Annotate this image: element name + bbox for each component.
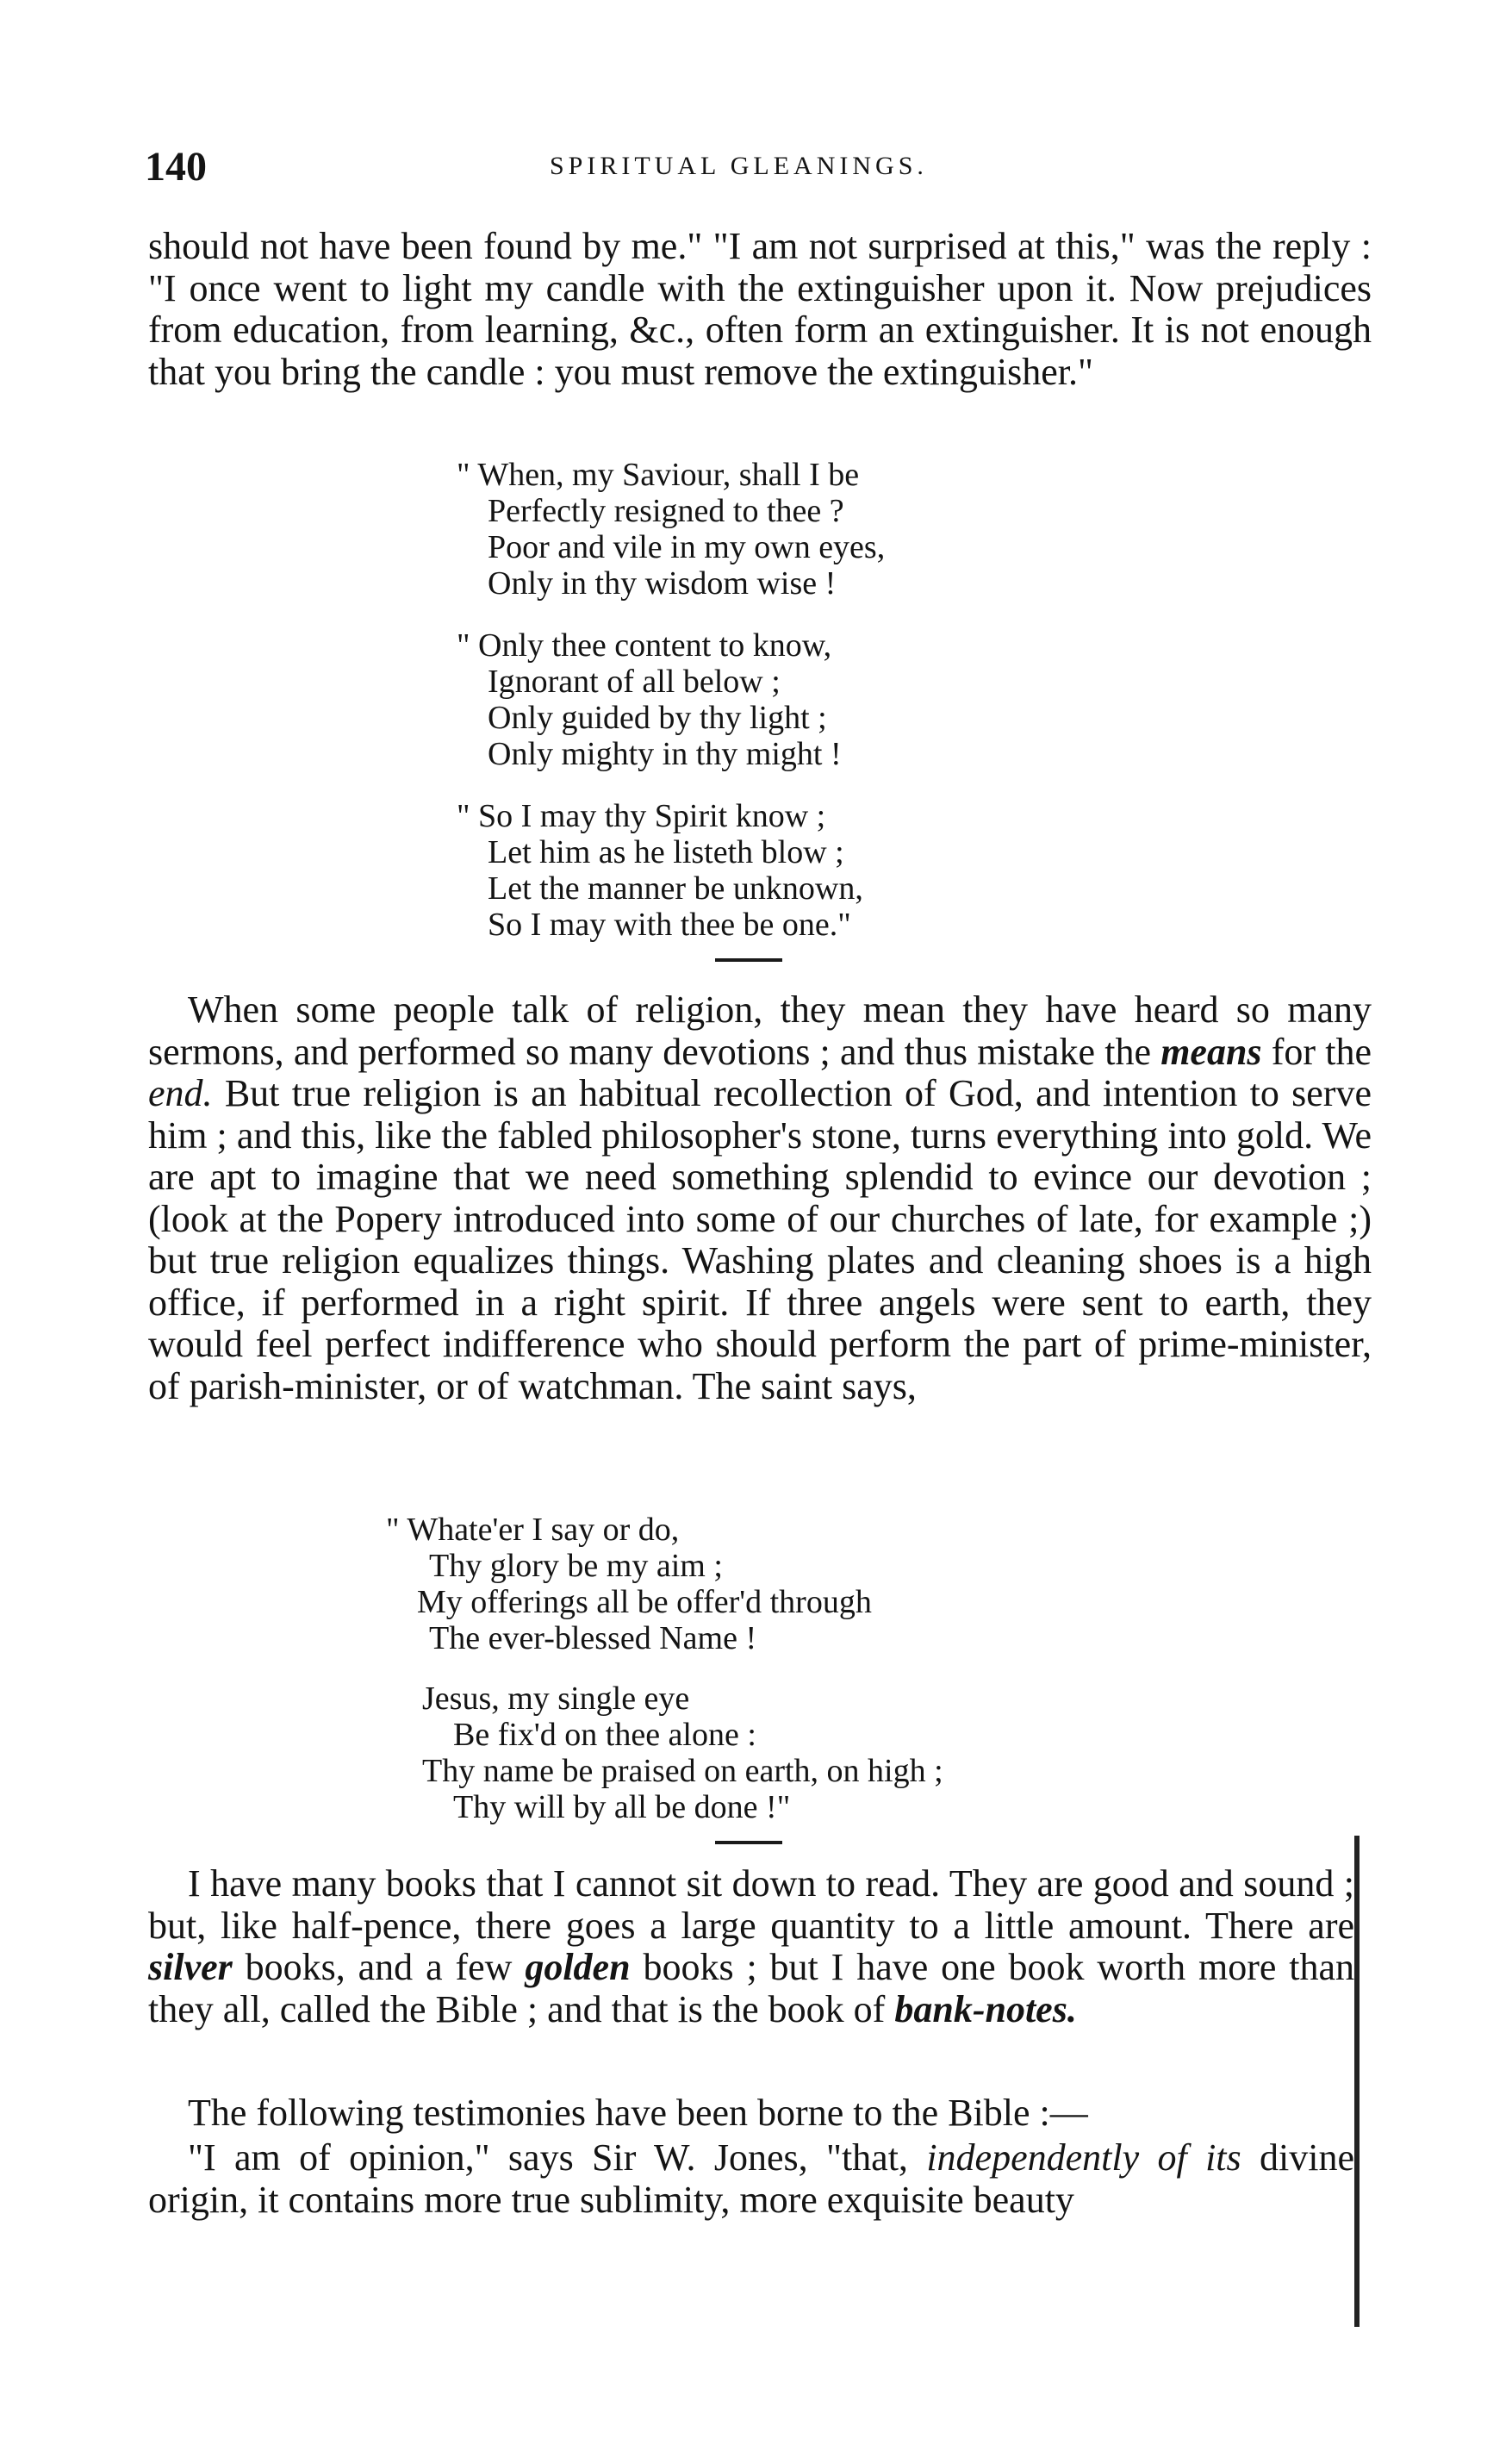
page-number: 140 bbox=[145, 144, 207, 190]
verse-line: Ignorant of all below ; bbox=[488, 664, 781, 700]
hymn-stanza-1 bbox=[457, 457, 885, 602]
paragraph-jones-quote bbox=[148, 2137, 1354, 2221]
hymn2-stanza-2 bbox=[422, 1681, 943, 1825]
paragraph-text: The following testimonies have been borne to the Bible :— bbox=[188, 2092, 1088, 2134]
paragraph-text: should not have been found by me." "I am not surprised at this," was the reply : "I once went to light my candle with the extinguisher upon it. Now prejudices from education, from learning, &c., often form an extinguisher. It is not enough that you bring the candle : you must remove the extinguisher." bbox=[148, 225, 1372, 393]
emphasis-bank-notes: bank-notes. bbox=[894, 1987, 1077, 2030]
text-run: divine origin, it contains more true sublimity, more exquisite beauty bbox=[148, 2136, 1355, 2221]
text-run: books, and a few bbox=[232, 1946, 526, 1988]
verse-line: Let him as he listeth blow ; bbox=[488, 834, 844, 870]
verse-line: Thy glory be my aim ; bbox=[429, 1548, 723, 1584]
verse-line: Only in thy wisdom wise ! bbox=[488, 565, 837, 602]
verse-line: Only guided by thy light ; bbox=[488, 700, 827, 736]
text-run: "I am of opinion," says Sir W. Jones, "that, bbox=[188, 2136, 927, 2179]
text-run: books ; but I have one book worth more than they all, called the Bible ; and that is the book of bbox=[148, 1946, 1355, 2030]
emphasis-golden: golden bbox=[525, 1946, 631, 1988]
emphasis-means: means bbox=[1160, 1030, 1262, 1073]
verse-line: Thy name be praised on earth, on high ; bbox=[422, 1753, 943, 1789]
page-header bbox=[145, 143, 1385, 195]
verse-line: Let the manner be unknown, bbox=[488, 870, 863, 907]
binding-edge-shadow bbox=[1354, 1836, 1360, 2327]
verse-line: My offerings all be offer'd through bbox=[417, 1584, 872, 1620]
emphasis-silver: silver bbox=[148, 1946, 233, 1988]
verse-line: Perfectly resigned to thee ? bbox=[488, 493, 844, 529]
hymn-stanza-3 bbox=[457, 798, 863, 943]
emphasis-end: end. bbox=[148, 1072, 213, 1114]
paragraph-religion bbox=[148, 989, 1372, 1407]
emphasis-independently: independently of its bbox=[926, 2136, 1241, 2179]
running-title: SPIRITUAL GLEANINGS. bbox=[550, 152, 928, 180]
text-run: I have many books that I cannot sit down to read. They are good and sound ; but, like half-pence, there goes a large quantity to a little amount. There are bbox=[148, 1862, 1354, 1947]
paragraph-extinguisher bbox=[148, 226, 1372, 393]
text-run: When some people talk of religion, they mean they have heard so many sermons, and performed so many devotions ; and thus mistake the bbox=[148, 988, 1372, 1073]
verse-line: " So I may thy Spirit know ; bbox=[457, 798, 826, 834]
verse-line: Jesus, my single eye bbox=[422, 1681, 690, 1717]
paragraph-books bbox=[148, 1863, 1354, 2030]
verse-line: " When, my Saviour, shall I be bbox=[457, 457, 860, 493]
paragraph-text bbox=[148, 2137, 1354, 2221]
paragraph-text bbox=[148, 1863, 1354, 2030]
text-run: for the bbox=[1261, 1030, 1372, 1073]
verse-line: The ever-blessed Name ! bbox=[429, 1620, 757, 1656]
verse-line: Be fix'd on thee alone : bbox=[453, 1717, 756, 1753]
verse-line: Only mighty in thy might ! bbox=[488, 736, 842, 772]
text-run: But true religion is an habitual recollection of God, and intention to serve him ; and this, like the fabled philosopher's stone, turns everything into gold. We are apt to imagine that we need something splendid to evince our devotion ; (look at the Popery introduced into some of our churches of late, for example ;) but true religion equalizes things. Washing plates and cleaning shoes is a high office, if performed in a right spirit. If three angels were sent to earth, they would feel perfect indifference who should perform the part of prime-minister, of parish-minister, or of watchman. The saint says, bbox=[148, 1072, 1372, 1407]
verse-line: " Only thee content to know, bbox=[457, 627, 832, 664]
verse-line: " Whate'er I say or do, bbox=[386, 1512, 680, 1548]
paragraph-text bbox=[148, 989, 1372, 1407]
section-divider bbox=[715, 1841, 782, 1844]
section-divider bbox=[715, 958, 782, 962]
hymn2-stanza-1 bbox=[386, 1512, 872, 1656]
verse-line: So I may with thee be one." bbox=[488, 907, 851, 943]
paragraph-testimonies bbox=[148, 2092, 1354, 2135]
verse-line: Poor and vile in my own eyes, bbox=[488, 529, 886, 565]
hymn-stanza-2 bbox=[457, 627, 842, 772]
verse-line: Thy will by all be done !" bbox=[453, 1789, 791, 1825]
